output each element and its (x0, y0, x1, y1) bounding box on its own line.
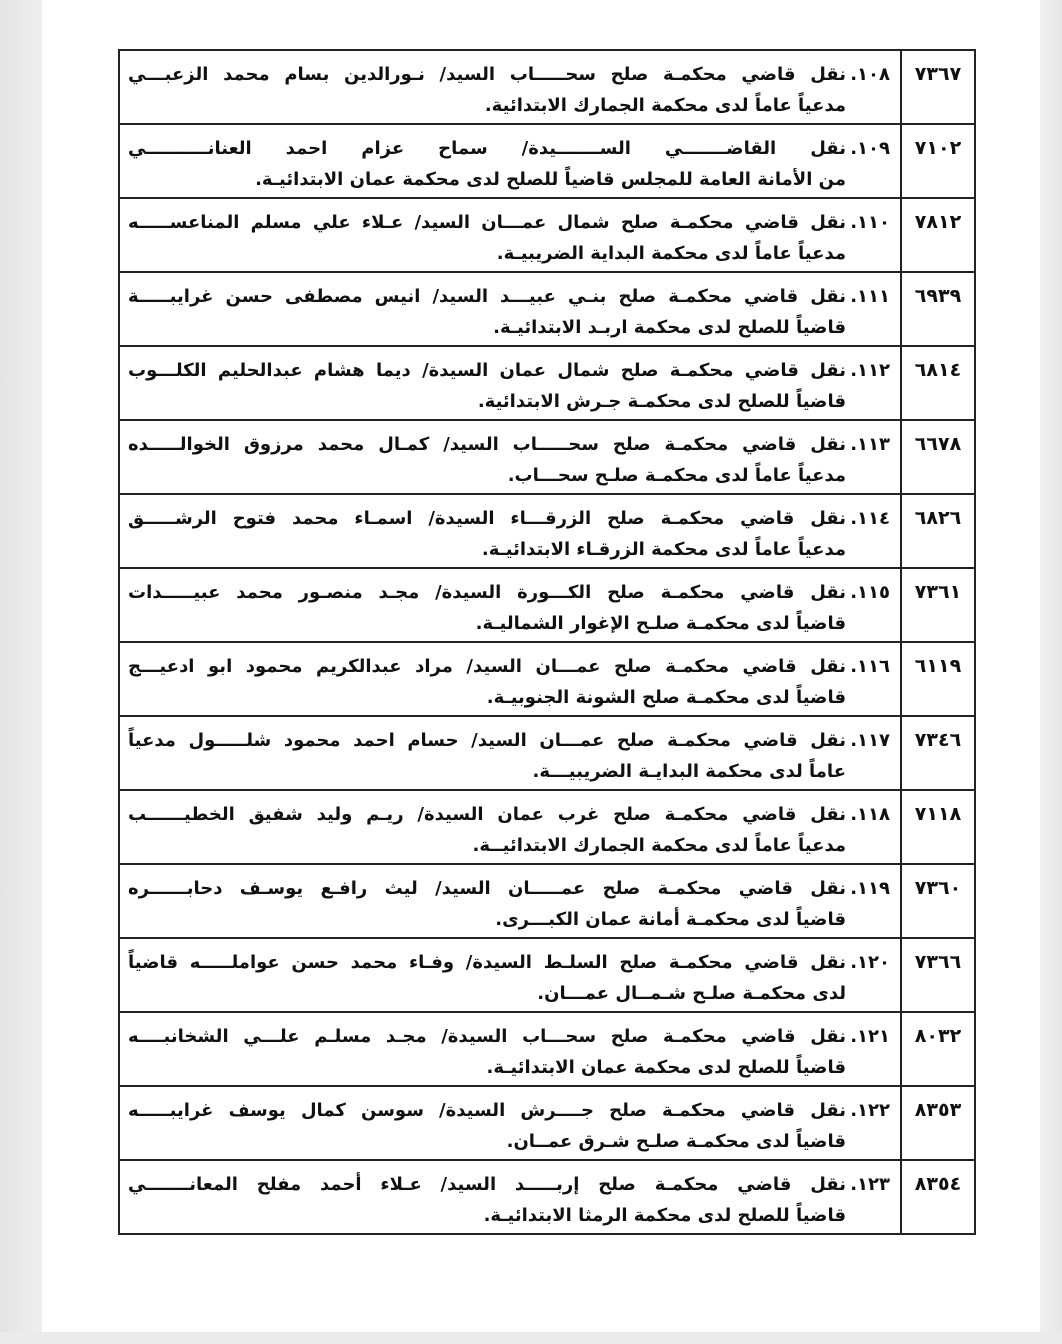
table-row (119, 568, 975, 642)
record-number: ٧٣٦١ (901, 568, 975, 642)
decision-line-2: مدعياً عاماً لدى محكمة البداية الضريبيـة. (496, 243, 846, 264)
decision-line-1: نقل قاضي محكمـة صلح شمال عمـــان السيد/ عـلاء علي مسلم المناعســـــه (128, 212, 846, 233)
decision-text (119, 50, 901, 124)
decision-line-1: نقل قاضي محكمـة صلح سحـــــاب السيد/ كمـال محمد مرزوق الخوالـــــده (128, 434, 846, 455)
decision-first-line (128, 503, 890, 535)
record-number: ٧٣٦٦ (901, 938, 975, 1012)
decision-first-line (128, 281, 890, 313)
decision-line-2: عاماً لدى محكمة البدايـة الضريبيـــة. (532, 761, 846, 782)
item-sequence: ١١٢. (850, 360, 890, 381)
item-sequence: ١٢٢. (850, 1100, 890, 1121)
record-number: ٨٠٣٢ (901, 1012, 975, 1086)
decision-line-1: نقل قاضي محكمـة صلح الكـــورة السيدة/ مجـد منصـور محمد عبيـــــدات (128, 582, 846, 603)
record-number: ٦٨٢٦ (901, 494, 975, 568)
record-number: ٧٣٤٦ (901, 716, 975, 790)
table-row (119, 494, 975, 568)
decision-first-line (128, 725, 890, 757)
decision-line-1: نقل قاضي محكمـة صلح جــــرش السيدة/ سوسن كمال يوسف غرايبـــــه (128, 1100, 846, 1121)
decision-text (119, 198, 901, 272)
decision-text (119, 938, 901, 1012)
decision-line-1: نقل قاضي محكمـة صلح غرب عمان السيدة/ ريـم وليد شفيق الخطيــــــب (128, 804, 846, 825)
decision-line-2: من الأمانة العامة للمجلس قاضياً للصلح لدى محكمة عمان الابتدائيـة. (255, 169, 846, 190)
decision-text (119, 716, 901, 790)
decision-line-1: نقل قاضي محكمـة صلح سحـــــاب السيد/ نـورالدين بسام محمد الزعبـــي (128, 64, 846, 85)
decision-line-2: مدعياً عاماً لدى محكمة الزرقـاء الابتدائيـة. (481, 539, 846, 560)
decision-text (119, 642, 901, 716)
decision-line-1: نقل القاضـــــــي الســـــــيدة/ سماح عزام احمد العنانــــــــــي (128, 138, 846, 159)
item-sequence: ١١٠. (850, 212, 890, 233)
decision-first-line (128, 355, 890, 387)
table-row (119, 1086, 975, 1160)
record-number: ٨٣٥٤ (901, 1160, 975, 1234)
item-sequence: ١١٧. (850, 730, 890, 751)
decision-line-1: نقل قاضي محكمـة صلح شمال عمان السيدة/ ديما هشام عبدالحليم الكلـــوب (128, 360, 846, 381)
record-number: ٦٦٧٨ (901, 420, 975, 494)
decision-first-line (128, 651, 890, 683)
decision-line-2: مدعياً عاماً لدى محكمة الجمارك الابتدائية. (484, 95, 846, 116)
decision-first-line (128, 577, 890, 609)
decision-text (119, 1086, 901, 1160)
decision-line-2: قاضياً للصلح لدى محكمة عمان الابتدائيـة. (486, 1057, 846, 1078)
item-sequence: ١٢٠. (850, 952, 890, 973)
record-number: ٧٨١٢ (901, 198, 975, 272)
decision-line-1: نقل قاضي محكمـة صلح الزرقـــاء السيدة/ اسمـاء محمد فتوح الرشـــــق (128, 508, 846, 529)
decision-text (119, 864, 901, 938)
item-sequence: ١١٣. (850, 434, 890, 455)
record-number: ٦٨١٤ (901, 346, 975, 420)
record-number: ٦١١٩ (901, 642, 975, 716)
item-sequence: ١٠٩. (850, 138, 890, 159)
decision-line-2: مدعياً عاماً لدى محكمـة صلـح سحـــاب. (507, 465, 846, 486)
item-sequence: ١١٤. (850, 508, 890, 529)
decision-text (119, 272, 901, 346)
decision-first-line (128, 1169, 890, 1201)
table-row (119, 790, 975, 864)
item-sequence: ١١٩. (850, 878, 890, 899)
decision-line-1: نقل قاضي محكمـة صلح إربـــــد السيد/ عـلاء أحمد مفلح المعانـــــــي (128, 1174, 846, 1195)
decision-first-line (128, 873, 890, 905)
decision-first-line (128, 133, 890, 165)
item-sequence: ١٢١. (850, 1026, 890, 1047)
table-row (119, 716, 975, 790)
decision-line-2: قاضياً لدى محكمـة صلـح الإغوار الشماليـة. (475, 613, 846, 634)
decision-line-1: نقل قاضي محكمـة صلح بنـي عبيـــد السيد/ انيس مصطفى حسن غرايبـــــة (128, 286, 846, 307)
decision-text (119, 568, 901, 642)
table-row (119, 124, 975, 198)
table-row (119, 938, 975, 1012)
decision-line-1: نقل قاضي محكمـة صلح عمـــــان السيد/ ليث رافـع يوسـف دحابــــــره (128, 878, 846, 899)
decision-text (119, 1012, 901, 1086)
decision-first-line (128, 429, 890, 461)
record-number: ٧١٠٢ (901, 124, 975, 198)
table-row (119, 272, 975, 346)
decision-line-1: نقل قاضي محكمـة صلح عمـــان السيد/ مراد عبدالكريم محمود ابو ادعيـــج (128, 656, 846, 677)
record-number: ٧١١٨ (901, 790, 975, 864)
decision-line-2: قاضياً للصلح لدى محكمة اربـد الابتدائيـة. (493, 317, 846, 338)
item-sequence: ١١٥. (850, 582, 890, 603)
decision-text (119, 420, 901, 494)
table-row (119, 198, 975, 272)
decision-line-2: قاضياً لدى محكمـة صلـح شـرق عمــان. (506, 1131, 846, 1152)
item-sequence: ١٢٣. (850, 1174, 890, 1195)
decision-first-line (128, 207, 890, 239)
table-row (119, 50, 975, 124)
table-row (119, 420, 975, 494)
decision-line-2: قاضياً للصلح لدى محكمة الرمثا الابتدائيـة. (483, 1205, 846, 1226)
decision-first-line (128, 1095, 890, 1127)
decision-line-2: قاضياً لدى محكمـة أمانة عمان الكبـــرى. (495, 909, 846, 930)
decision-line-1: نقل قاضي محكمـة صلح سحـــاب السيدة/ مجـد مسلـم علـــي الشخانبــــه (128, 1026, 846, 1047)
decision-line-2: قاضياً للصلح لدى محكمـة جـرش الابتدائية. (477, 391, 846, 412)
decision-first-line (128, 59, 890, 91)
page-edge-bottom (0, 1332, 1062, 1344)
item-sequence: ١٠٨. (850, 64, 890, 85)
page-edge-right (1040, 0, 1062, 1344)
item-sequence: ١١٦. (850, 656, 890, 677)
transfers-table-body (119, 50, 975, 1234)
decision-line-2: قاضياً لدى محكمـة صلح الشونة الجنوبيـة. (486, 687, 846, 708)
table-row (119, 864, 975, 938)
decision-text (119, 124, 901, 198)
decision-text (119, 1160, 901, 1234)
item-sequence: ١١١. (850, 286, 890, 307)
decision-first-line (128, 1021, 890, 1053)
record-number: ٨٣٥٣ (901, 1086, 975, 1160)
record-number: ٦٩٣٩ (901, 272, 975, 346)
item-sequence: ١١٨. (850, 804, 890, 825)
decision-line-2: لدى محكمـة صلـح شـمــال عمـــان. (537, 983, 846, 1004)
decision-first-line (128, 947, 890, 979)
transfers-table (118, 49, 976, 1235)
decision-first-line (128, 799, 890, 831)
decision-line-1: نقل قاضي محكمـة صلح عمـــان السيد/ حسام احمد محمود شلـــــول مدعياً (128, 730, 846, 751)
decision-line-1: نقل قاضي محكمـة صلح السلـط السيدة/ وفـاء محمد حسن عواملـــــه قاضياً (128, 952, 846, 973)
page-edge-left (0, 0, 42, 1344)
decision-text (119, 790, 901, 864)
decision-text (119, 346, 901, 420)
decision-text (119, 494, 901, 568)
table-row (119, 642, 975, 716)
record-number: ٧٣٦٧ (901, 50, 975, 124)
record-number: ٧٣٦٠ (901, 864, 975, 938)
table-row (119, 346, 975, 420)
table-row (119, 1160, 975, 1234)
table-row (119, 1012, 975, 1086)
decision-line-2: مدعياً عاماً لدى محكمة الجمارك الابتدائيــة. (472, 835, 846, 856)
